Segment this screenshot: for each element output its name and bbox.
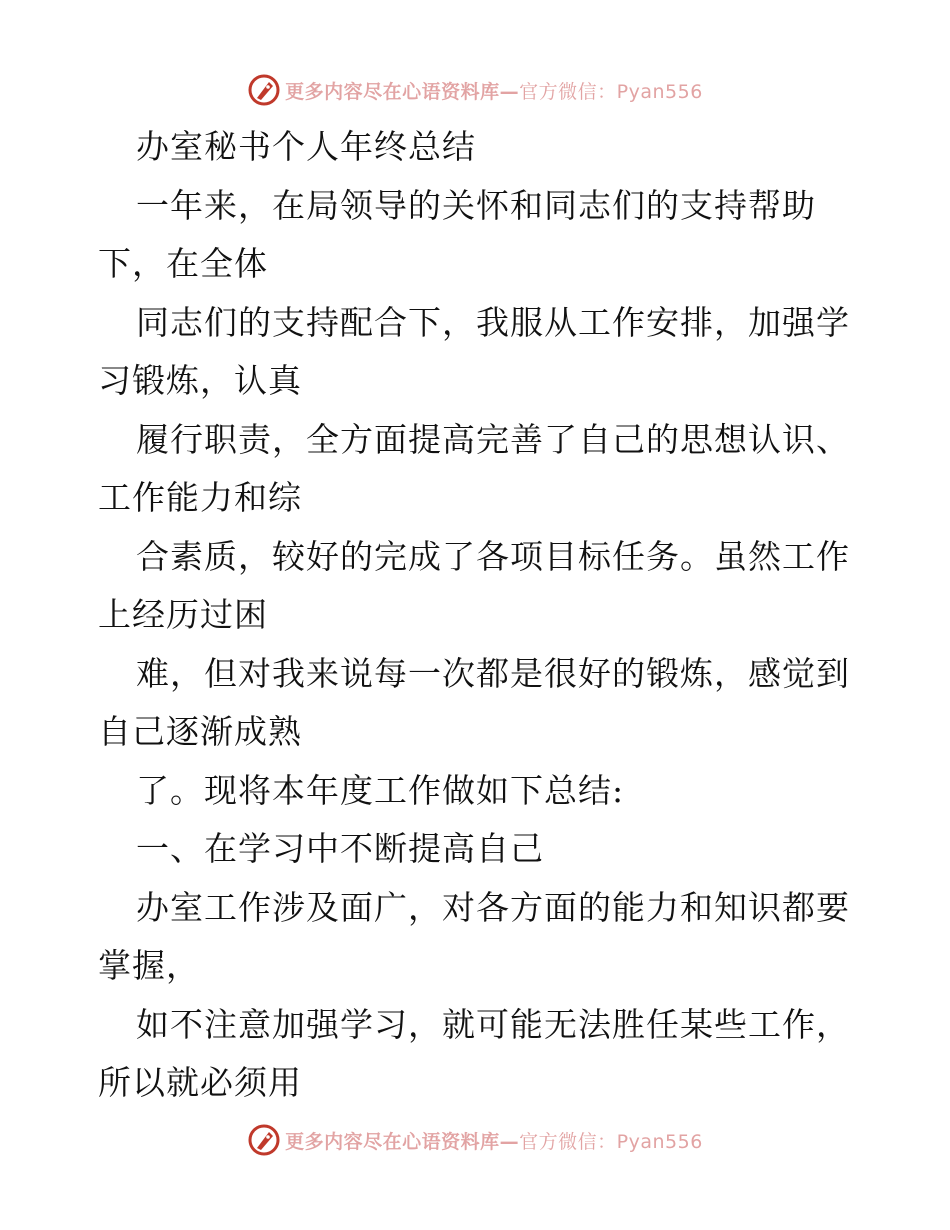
paragraph: 如不注意加强学习，就可能无法胜任某些工作，所以就必须用: [98, 1004, 850, 1102]
pen-logo-icon: [247, 1123, 281, 1157]
paragraph: 履行职责，全方面提高完善了自己的思想认识、工作能力和综: [98, 419, 850, 517]
document-title: 办室秘书个人年终总结: [136, 127, 476, 166]
paragraph: 合素质，较好的完成了各项目标任务。虽然工作上经历过困: [98, 536, 850, 634]
banner-dash: —: [499, 80, 520, 103]
banner-dash: —: [499, 1130, 520, 1153]
document-body: [98, 118, 858, 1113]
banner-main-text: 更多内容尽在心语资料库: [285, 80, 500, 103]
banner-wechat-text: 官方微信：Pyan556: [519, 80, 703, 103]
footer-banner: [0, 1120, 950, 1160]
section-heading: 一、在学习中不断提高自己: [136, 829, 544, 868]
header-banner: [0, 70, 950, 110]
pen-logo-icon: [247, 73, 281, 107]
banner-text: [285, 77, 703, 104]
paragraph: 难，但对我来说每一次都是很好的锻炼，感觉到自己逐渐成熟: [98, 653, 850, 751]
banner-main-text: 更多内容尽在心语资料库: [285, 1130, 500, 1153]
paragraph: 办室工作涉及面广，对各方面的能力和知识都要掌握，: [98, 887, 850, 985]
banner-text: [285, 1127, 703, 1154]
paragraph: 一年来，在局领导的关怀和同志们的支持帮助下，在全体: [98, 185, 816, 283]
banner-wechat-text: 官方微信：Pyan556: [519, 1130, 703, 1153]
paragraph: 同志们的支持配合下，我服从工作安排，加强学习锻炼，认真: [98, 302, 850, 400]
paragraph: 了。现将本年度工作做如下总结:: [136, 770, 625, 810]
